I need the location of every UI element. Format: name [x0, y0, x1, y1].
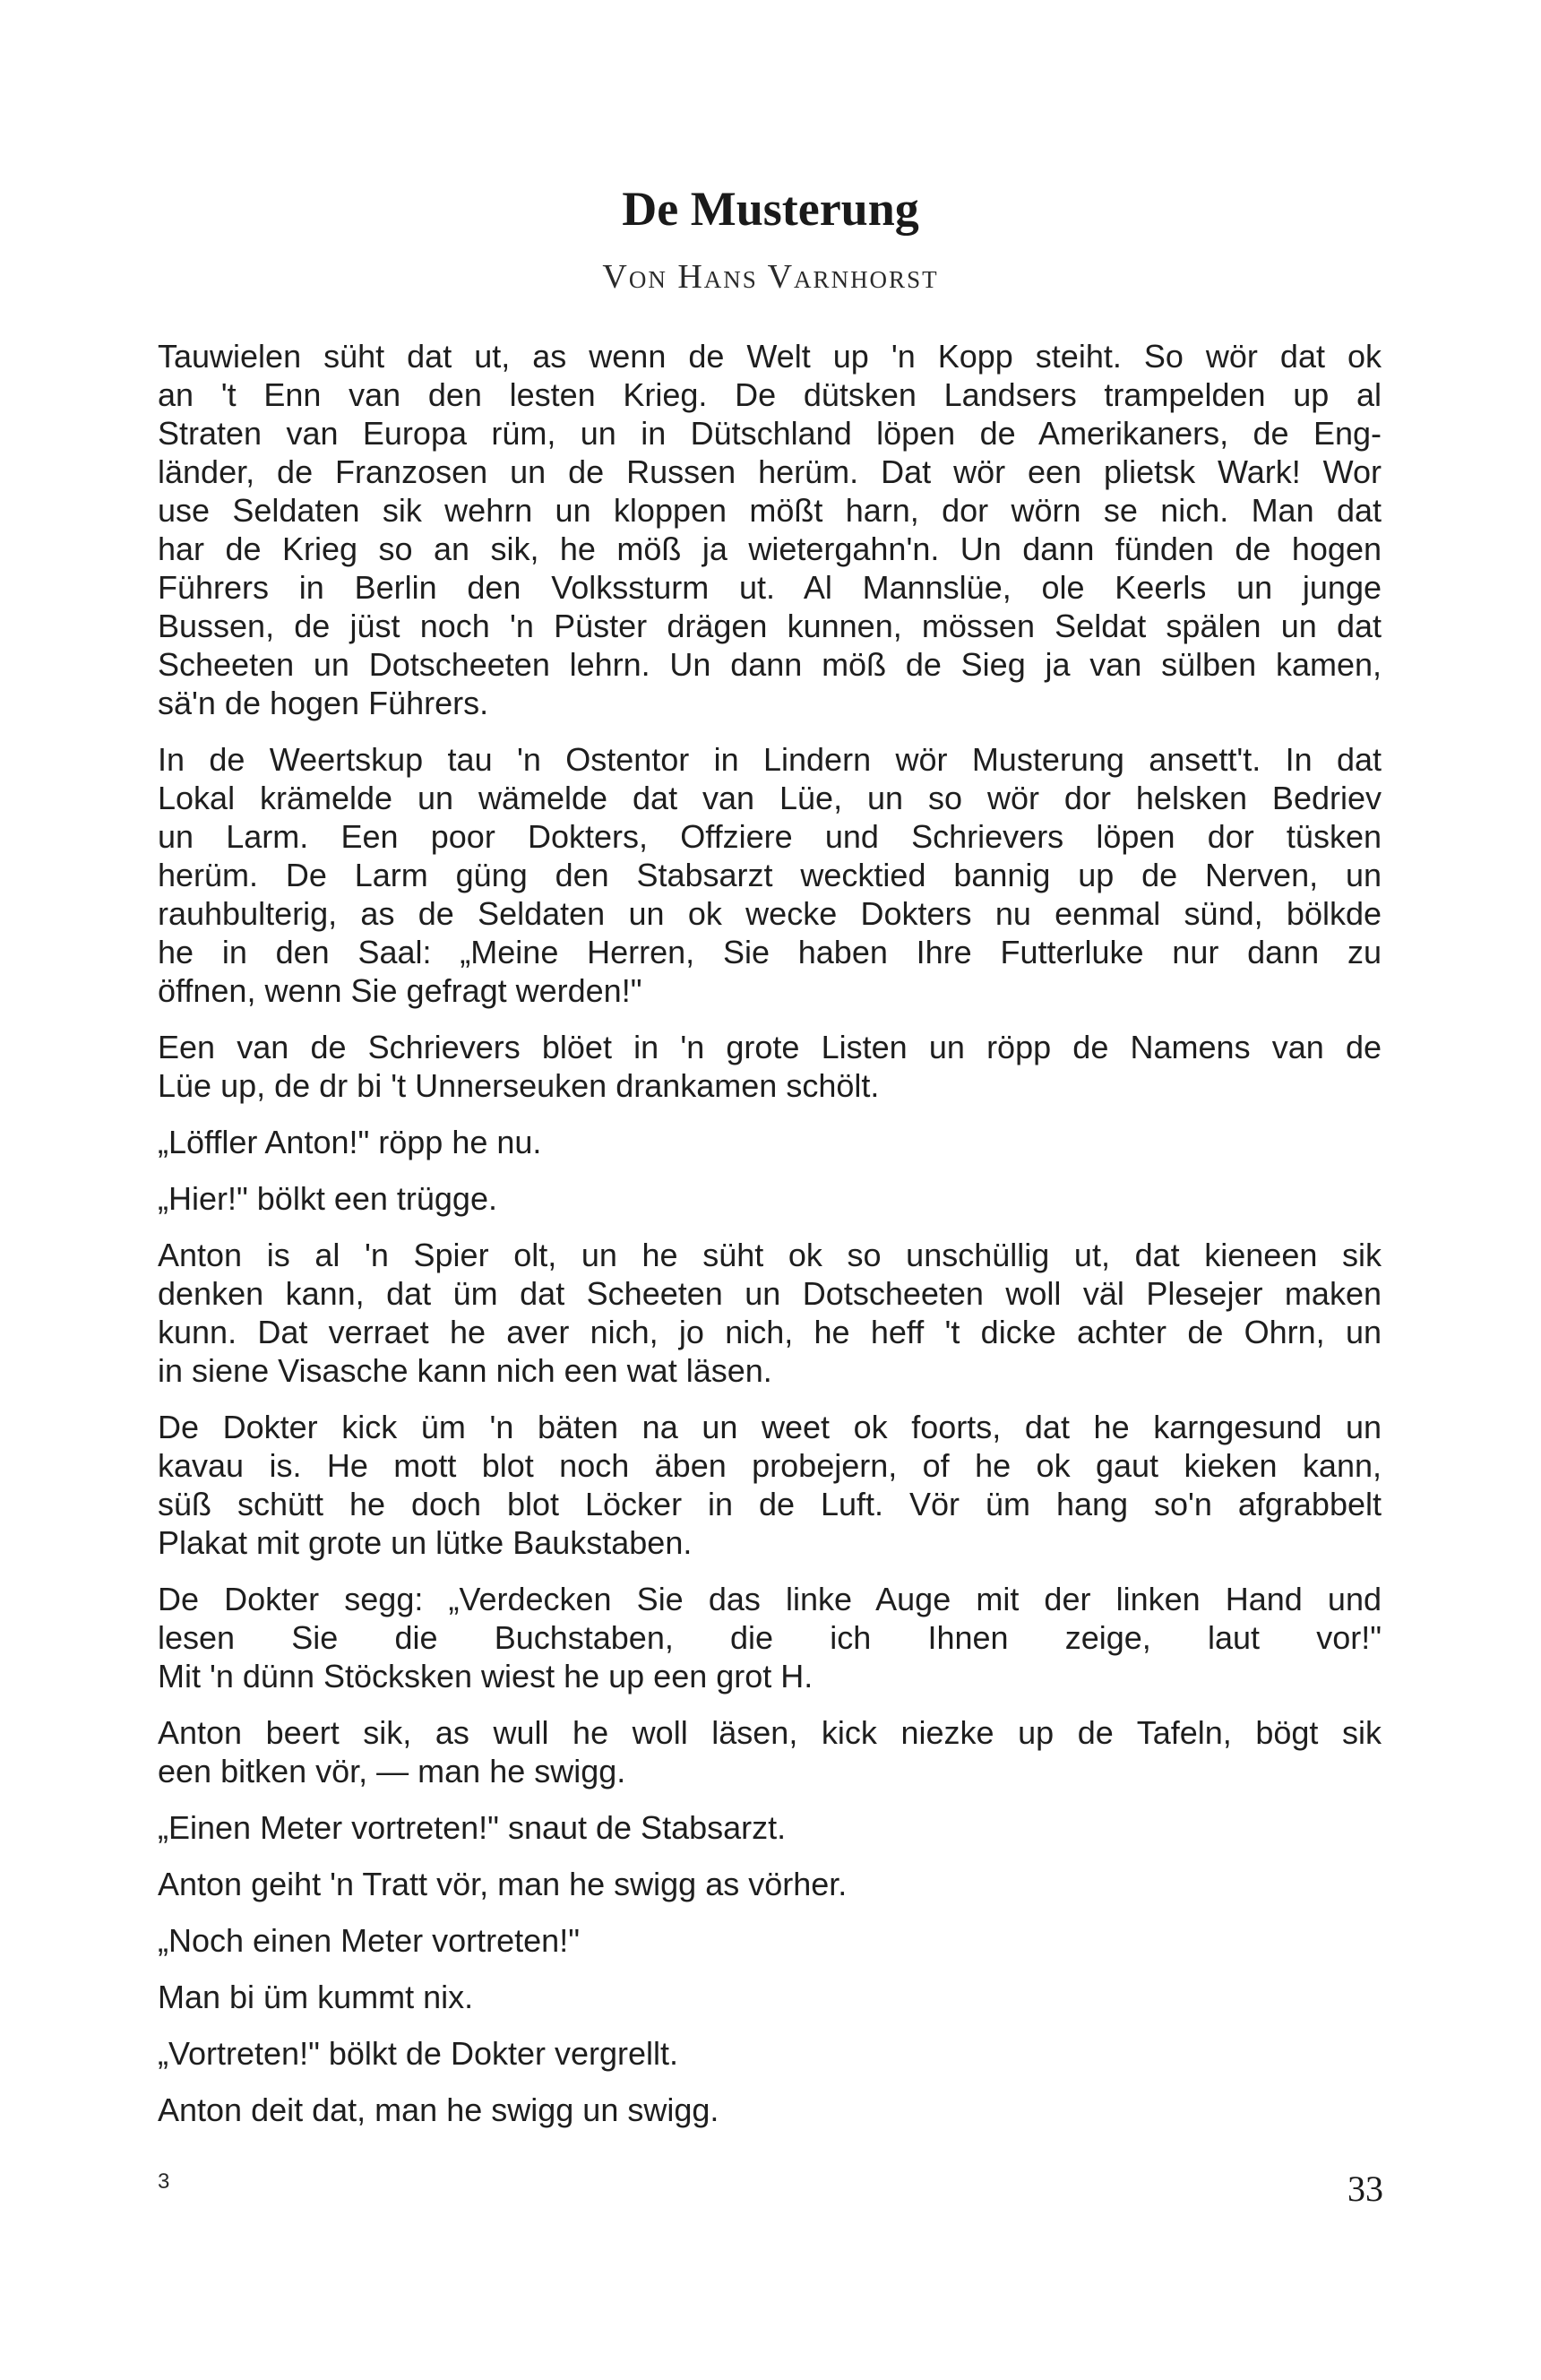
text-line: een bitken vör, — man he swigg.	[158, 1753, 626, 1789]
text-line: rauhbulterig, as de Seldaten un ok wecke Dokters nu eenmal sünd, bölkde	[158, 895, 1382, 932]
page-number: 33	[1347, 2169, 1383, 2209]
text-line: an 't Enn van den lesten Krieg. De dütsken Landsers trampelden up al	[158, 376, 1382, 413]
text-line: Führers in Berlin den Volkssturm ut. Al Mannslüe, ole Keerls un junge	[158, 569, 1382, 606]
text-line: he in den Saal: „Meine Herren, Sie haben Ihre Futterluke nur dann zu	[158, 934, 1382, 970]
paragraph	[158, 740, 1382, 1010]
story-text	[158, 337, 1382, 2147]
text-line: „Noch einen Meter vortreten!"	[158, 1922, 580, 1959]
text-line: „Löffler Anton!" röpp he nu.	[158, 1124, 542, 1160]
text-line: Lüe up, de dr bi 't Unnerseuken drankamen schölt.	[158, 1067, 880, 1104]
text-line: Anton beert sik, as wull he woll läsen, kick niezke up de Tafeln, bögt sik	[158, 1714, 1382, 1751]
text-line: „Vortreten!" bölkt de Dokter vergrellt.	[158, 2035, 679, 2072]
text-line: use Seldaten sik wehrn un kloppen mößt harn, dor wörn se nich. Man dat	[158, 492, 1382, 529]
text-line: kavau is. He mott blot noch äben probejern, of he ok gaut kieken kann,	[158, 1447, 1382, 1484]
signature-mark: 3	[158, 2169, 170, 2194]
author-byline: Von Hans Varnhorst	[602, 258, 939, 296]
text-line: Man bi üm kummt nix.	[158, 1979, 474, 2015]
text-line: öffnen, wenn Sie gefragt werden!"	[158, 972, 642, 1009]
page-title: De Musterung	[622, 182, 919, 236]
text-line: lesen Sie die Buchstaben, die ich Ihnen zeige, laut vor!"	[158, 1619, 1382, 1656]
text-line: länder, de Franzosen un de Russen herüm. Dat wör een plietsk Wark! Wor	[158, 453, 1382, 490]
text-line: Mit 'n dünn Stöcksken wiest he up een grot H.	[158, 1658, 814, 1694]
text-line: Straten van Europa rüm, un in Dütschland löpen de Amerikaners, de Eng-	[158, 415, 1382, 452]
paragraph	[158, 1921, 1382, 1960]
paragraph	[158, 2034, 1382, 2073]
paragraph	[158, 2091, 1382, 2129]
text-line: Een van de Schrievers blöet in 'n grote Listen un röpp de Namens van de	[158, 1029, 1382, 1065]
paragraph	[158, 1179, 1382, 1218]
text-line: herüm. De Larm güng den Stabsarzt wecktied bannig up de Nerven, un	[158, 857, 1382, 893]
paragraph	[158, 1808, 1382, 1847]
paragraph	[158, 1408, 1382, 1562]
paragraph	[158, 1865, 1382, 1903]
paragraph	[158, 337, 1382, 722]
text-line: Plakat mit grote un lütke Baukstaben.	[158, 1524, 693, 1561]
text-line: har de Krieg so an sik, he möß ja wietergahn'n. Un dann fünden de hogen	[158, 530, 1382, 567]
text-line: „Hier!" bölkt een trügge.	[158, 1180, 497, 1217]
text-line: Anton deit dat, man he swigg un swigg.	[158, 2091, 719, 2128]
text-line: De Dokter segg: „Verdecken Sie das linke Auge mit der linken Hand und	[158, 1581, 1382, 1617]
text-line: Scheeten un Dotscheeten lehrn. Un dann möß de Sieg ja van sülben kamen,	[158, 646, 1382, 683]
text-line: Bussen, de jüst noch 'n Püster drägen kunnen, mössen Seldat spälen un dat	[158, 608, 1382, 644]
text-line: Tauwielen süht dat ut, as wenn de Welt up 'n Kopp steiht. So wör dat ok	[158, 338, 1382, 375]
paragraph	[158, 1123, 1382, 1161]
text-line: Lokal krämelde un wämelde dat van Lüe, un so wör dor helsken Bedriev	[158, 780, 1382, 816]
paragraph	[158, 1713, 1382, 1790]
text-line: in siene Visasche kann nich een wat läsen.	[158, 1352, 772, 1389]
text-line: süß schütt he doch blot Löcker in de Luft. Vör üm hang so'n afgrabbelt	[158, 1486, 1382, 1522]
text-line: Anton geiht 'n Tratt vör, man he swigg as vörher.	[158, 1866, 848, 1902]
text-line: sä'n de hogen Führers.	[158, 685, 489, 721]
paragraph	[158, 1236, 1382, 1390]
text-line: In de Weertskup tau 'n Ostentor in Lindern wör Musterung ansett't. In dat	[158, 741, 1382, 778]
paragraph	[158, 1978, 1382, 2016]
text-line: De Dokter kick üm 'n bäten na un weet ok foorts, dat he karngesund un	[158, 1409, 1382, 1445]
text-line: denken kann, dat üm dat Scheeten un Dotscheeten woll väl Plesejer maken	[158, 1275, 1382, 1312]
text-line: kunn. Dat verraet he aver nich, jo nich, he heff 't dicke achter de Ohrn, un	[158, 1314, 1382, 1350]
text-line: Anton is al 'n Spier olt, un he süht ok so unschüllig ut, dat kieneen sik	[158, 1237, 1382, 1273]
paragraph	[158, 1028, 1382, 1105]
paragraph	[158, 1580, 1382, 1695]
text-line: un Larm. Een poor Dokters, Offziere und Schrievers löpen dor tüsken	[158, 818, 1382, 855]
text-line: „Einen Meter vortreten!" snaut de Stabsarzt.	[158, 1809, 787, 1846]
